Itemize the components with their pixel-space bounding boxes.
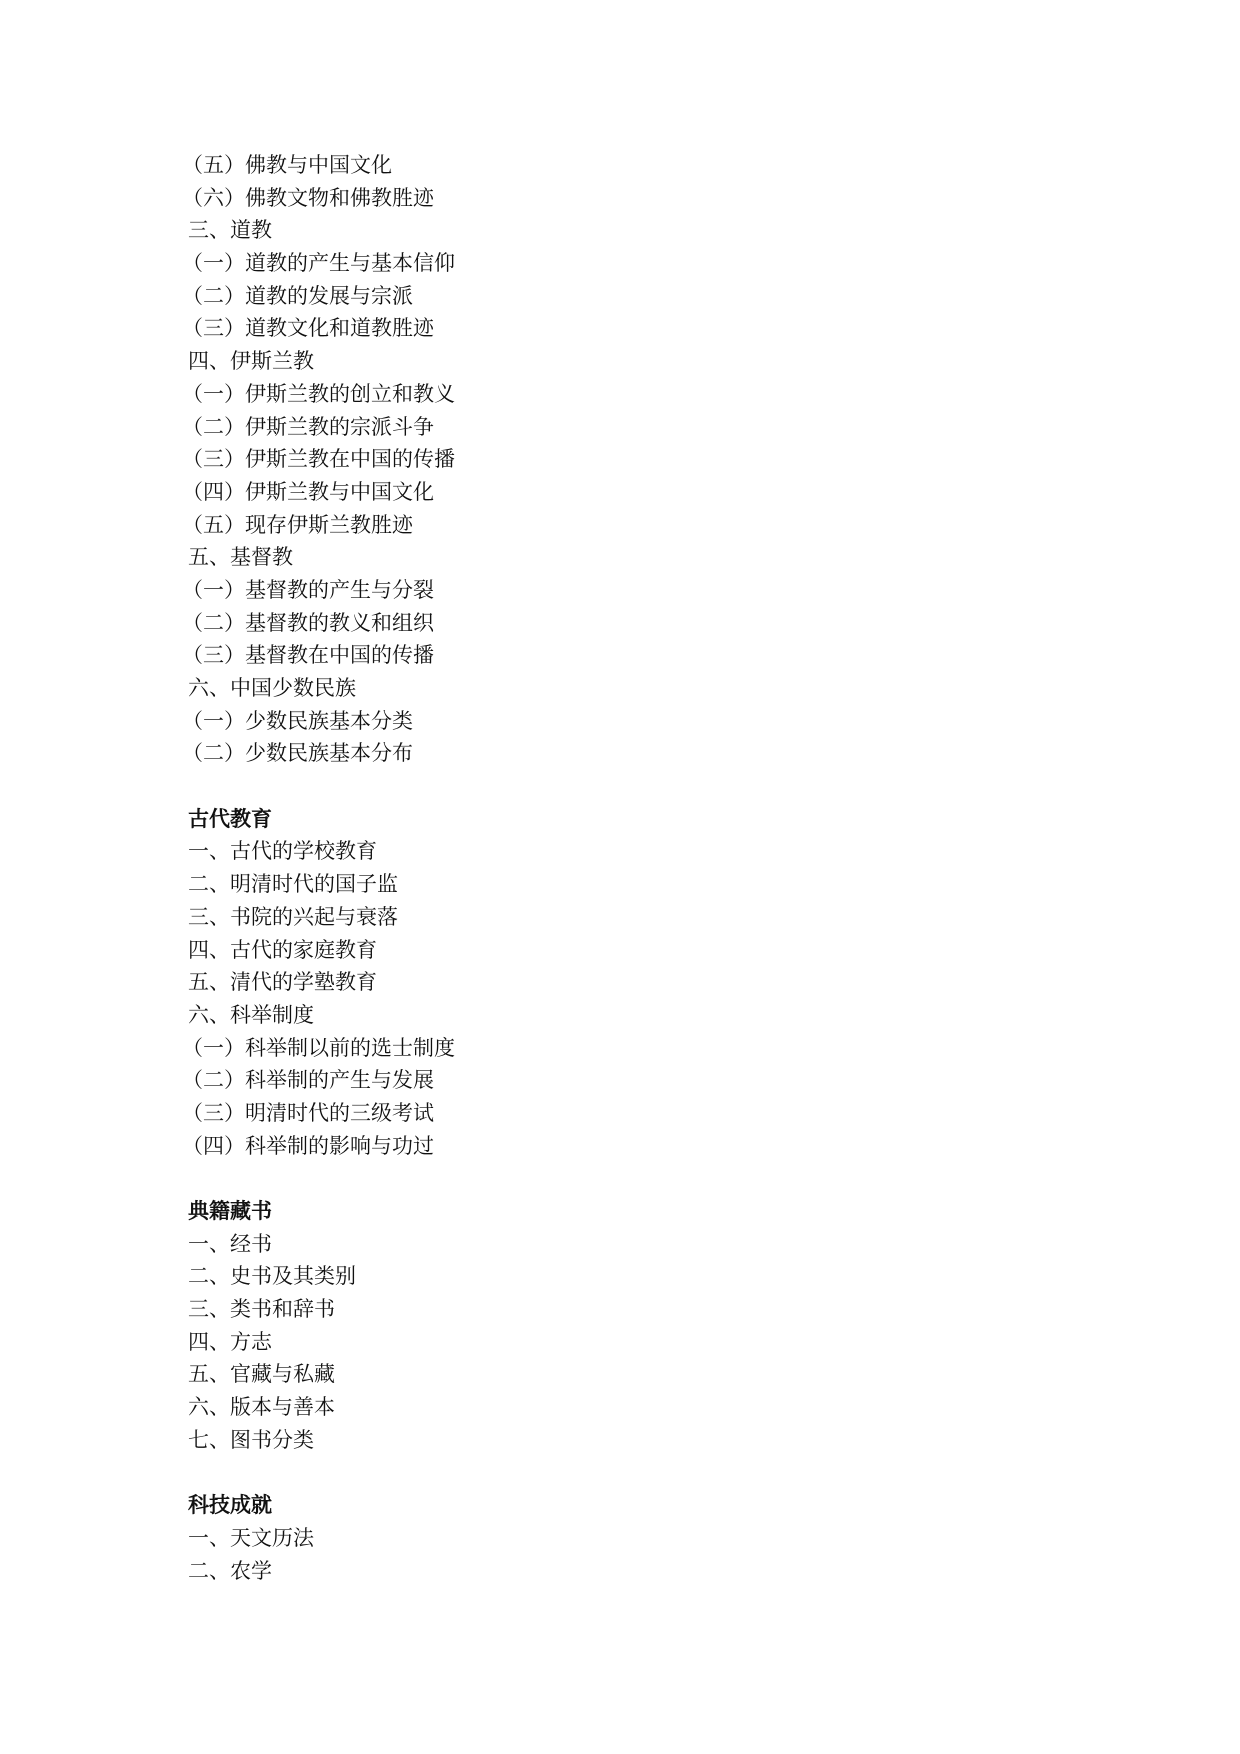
outline-item: 四、古代的家庭教育 bbox=[188, 937, 377, 962]
outline-item: （一）少数民族基本分类 bbox=[182, 708, 413, 733]
outline-item: 四、伊斯兰教 bbox=[188, 349, 314, 374]
outline-item: （一）科举制以前的选士制度 bbox=[182, 1035, 455, 1060]
outline-item: （五）佛教与中国文化 bbox=[182, 153, 392, 177]
outline-item: 二、史书及其类别 bbox=[188, 1264, 356, 1289]
outline-item: （三）伊斯兰教在中国的传播 bbox=[182, 447, 455, 472]
outline-item: 五、官藏与私藏 bbox=[188, 1362, 335, 1387]
outline-item: 一、天文历法 bbox=[188, 1525, 314, 1550]
outline-item: 一、经书 bbox=[188, 1231, 272, 1256]
outline-religion-continued bbox=[182, 149, 1088, 770]
section-heading-books: 典籍藏书 bbox=[188, 1199, 272, 1223]
outline-item: （二）伊斯兰教的宗派斗争 bbox=[182, 414, 434, 439]
outline-item: （一）伊斯兰教的创立和教义 bbox=[182, 381, 455, 406]
outline-item: （三）基督教在中国的传播 bbox=[182, 643, 434, 668]
section-heading-education: 古代教育 bbox=[188, 806, 272, 831]
section-spacer bbox=[188, 770, 1088, 803]
outline-item: 四、方志 bbox=[188, 1329, 272, 1354]
outline-item: （四）伊斯兰教与中国文化 bbox=[182, 479, 434, 504]
section-heading-science: 科技成就 bbox=[188, 1493, 272, 1518]
outline-item: （二）基督教的教义和组织 bbox=[182, 610, 434, 635]
outline-books bbox=[188, 1195, 1088, 1457]
outline-item: （二）道教的发展与宗派 bbox=[182, 283, 413, 308]
document-page bbox=[182, 149, 1088, 1587]
outline-item: 三、书院的兴起与衰落 bbox=[188, 904, 398, 929]
outline-item: （六）佛教文物和佛教胜迹 bbox=[182, 185, 434, 210]
outline-item: 六、版本与善本 bbox=[188, 1395, 335, 1420]
outline-item: 二、明清时代的国子监 bbox=[188, 872, 398, 897]
outline-item: （三）道教文化和道教胜迹 bbox=[182, 316, 434, 341]
outline-item: 三、道教 bbox=[188, 218, 272, 243]
outline-item: （五）现存伊斯兰教胜迹 bbox=[182, 512, 413, 537]
outline-item: （二）少数民族基本分布 bbox=[182, 741, 413, 766]
outline-item: 一、古代的学校教育 bbox=[188, 839, 377, 864]
outline-item: （二）科举制的产生与发展 bbox=[182, 1068, 434, 1093]
outline-item: 三、类书和辞书 bbox=[188, 1297, 335, 1322]
outline-item: （三）明清时代的三级考试 bbox=[182, 1100, 434, 1125]
outline-item: 五、清代的学塾教育 bbox=[188, 970, 377, 995]
outline-item: （一）基督教的产生与分裂 bbox=[182, 577, 434, 602]
section-spacer bbox=[188, 1457, 1088, 1490]
outline-item: 六、中国少数民族 bbox=[188, 676, 356, 700]
outline-education bbox=[182, 803, 1088, 1163]
outline-item: 二、农学 bbox=[188, 1558, 272, 1583]
outline-item: 七、图书分类 bbox=[188, 1427, 314, 1452]
outline-science bbox=[188, 1489, 1088, 1587]
outline-item: 五、基督教 bbox=[188, 545, 293, 570]
outline-item: 六、科举制度 bbox=[188, 1002, 314, 1027]
outline-item: （四）科举制的影响与功过 bbox=[182, 1133, 434, 1158]
section-spacer bbox=[188, 1162, 1088, 1195]
outline-item: （一）道教的产生与基本信仰 bbox=[182, 251, 455, 276]
